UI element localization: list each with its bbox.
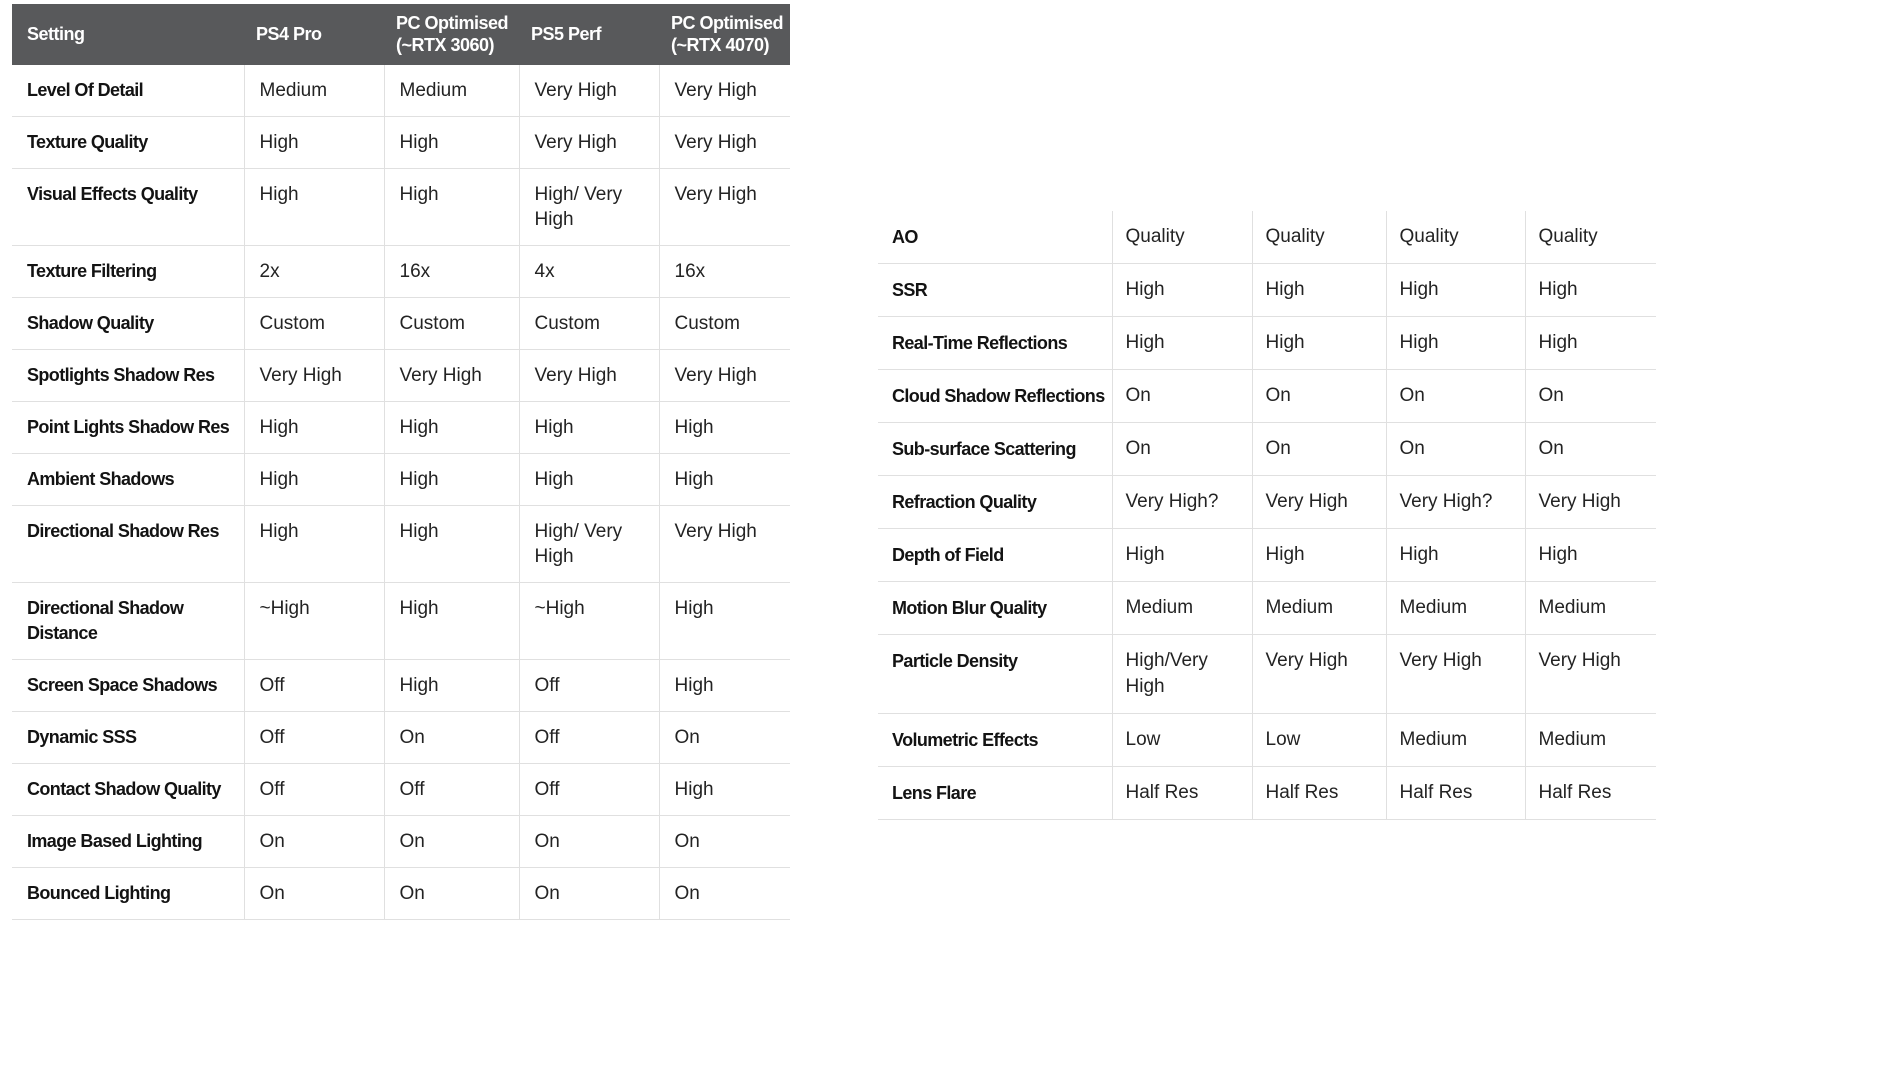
setting-value: Off [244,712,384,764]
setting-value: High [384,660,519,712]
header-row [12,4,790,65]
header-cell-ps5-perf: PS5 Perf [519,4,659,65]
setting-value: High [1525,264,1656,317]
setting-value: Very High [519,350,659,402]
setting-value: Off [244,764,384,816]
setting-value: Medium [244,65,384,117]
setting-value: High [384,402,519,454]
setting-value: High [384,506,519,583]
setting-value: 16x [659,246,790,298]
right-table-body [878,211,1656,820]
setting-value: On [659,868,790,920]
row-contact-shadow-quality [12,764,790,816]
setting-value: Medium [1112,582,1252,635]
setting-value: On [384,712,519,764]
setting-label: Point Lights Shadow Res [12,402,244,454]
setting-value: High [1112,529,1252,582]
header-cell-setting: Setting [12,4,244,65]
setting-value: Very High [1252,476,1386,529]
setting-value: Quality [1112,211,1252,264]
row-visual-effects-quality [12,169,790,246]
setting-value: High [659,454,790,506]
setting-value: Medium [1525,582,1656,635]
setting-value: Medium [1525,714,1656,767]
setting-value: High [244,402,384,454]
setting-value: Custom [384,298,519,350]
setting-value: Half Res [1112,767,1252,820]
setting-value: ~High [244,583,384,660]
setting-value: On [659,712,790,764]
setting-label: Contact Shadow Quality [12,764,244,816]
setting-label: Directional Shadow Distance [12,583,244,660]
row-shadow-quality [12,298,790,350]
left-table-body [12,65,790,920]
row-bounced-lighting [12,868,790,920]
setting-value: Very High [659,506,790,583]
row-real-time-reflections [878,317,1656,370]
setting-value: Medium [384,65,519,117]
setting-value: High [1112,264,1252,317]
row-directional-shadow-distance [12,583,790,660]
setting-value: High/ Very High [519,506,659,583]
setting-value: High [1525,529,1656,582]
row-spotlights-shadow-res [12,350,790,402]
setting-value: High [1386,529,1525,582]
setting-label: Sub-surface Scattering [878,423,1112,476]
setting-value: Off [384,764,519,816]
setting-value: Very High [519,117,659,169]
row-directional-shadow-res [12,506,790,583]
header-cell-pc-rtx4070: PC Optimised (~RTX 4070) [659,4,790,65]
row-screen-space-shadows [12,660,790,712]
graphics-settings-table-right [878,211,1656,820]
setting-value: Medium [1386,714,1525,767]
setting-label: SSR [878,264,1112,317]
row-ao [878,211,1656,264]
setting-value: High [244,454,384,506]
setting-value: On [1525,423,1656,476]
setting-label: Refraction Quality [878,476,1112,529]
setting-value: 2x [244,246,384,298]
row-depth-of-field [878,529,1656,582]
setting-label: Texture Quality [12,117,244,169]
setting-label: Ambient Shadows [12,454,244,506]
setting-label: Real-Time Reflections [878,317,1112,370]
setting-value: On [244,816,384,868]
setting-value: High [1525,317,1656,370]
settings-table-continued [878,211,1656,820]
setting-value: High [519,402,659,454]
setting-value: Custom [659,298,790,350]
settings-table [12,4,790,920]
setting-value: Very High? [1112,476,1252,529]
row-level-of-detail [12,65,790,117]
setting-label: Lens Flare [878,767,1112,820]
setting-value: On [1525,370,1656,423]
setting-value: Very High [659,65,790,117]
setting-value: 16x [384,246,519,298]
setting-value: High/Very High [1112,635,1252,714]
row-texture-quality [12,117,790,169]
setting-value: ~High [519,583,659,660]
setting-value: Half Res [1386,767,1525,820]
setting-value: On [1386,370,1525,423]
setting-value: On [244,868,384,920]
setting-value: High [244,169,384,246]
setting-value: Very High [659,350,790,402]
setting-label: Visual Effects Quality [12,169,244,246]
header-cell-pc-rtx3060: PC Optimised (~RTX 3060) [384,4,519,65]
setting-label: Particle Density [878,635,1112,714]
setting-value: Very High [244,350,384,402]
row-motion-blur-quality [878,582,1656,635]
setting-value: Custom [519,298,659,350]
setting-value: On [384,816,519,868]
setting-label: Spotlights Shadow Res [12,350,244,402]
header-cell-ps4-pro: PS4 Pro [244,4,384,65]
row-texture-filtering [12,246,790,298]
setting-value: High [384,169,519,246]
setting-label: AO [892,227,918,247]
setting-value: Very High [1525,476,1656,529]
setting-value: High [1252,264,1386,317]
setting-value: High/ Very High [519,169,659,246]
setting-value: High [659,660,790,712]
setting-value: 4x [519,246,659,298]
setting-value: High [1386,264,1525,317]
setting-value: Very High [659,169,790,246]
setting-label: Depth of Field [878,529,1112,582]
setting-value: Half Res [1252,767,1386,820]
setting-label: Screen Space Shadows [12,660,244,712]
setting-label: Directional Shadow Res [12,506,244,583]
setting-value: Very High [1386,635,1525,714]
row-particle-density [878,635,1656,714]
setting-value: Half Res [1525,767,1656,820]
setting-label: Cloud Shadow Reflections [878,370,1112,423]
setting-value: Very High [519,65,659,117]
setting-value: Very High [1525,635,1656,714]
setting-value: On [1112,370,1252,423]
row-lens-flare [878,767,1656,820]
setting-label: Level Of Detail [27,80,144,100]
row-sub-surface-scattering [878,423,1656,476]
setting-value: High [519,454,659,506]
setting-label: Texture Filtering [12,246,244,298]
setting-label: Image Based Lighting [12,816,244,868]
row-image-based-lighting [12,816,790,868]
setting-value: Off [519,764,659,816]
setting-value: Off [519,712,659,764]
setting-value: Very High [659,117,790,169]
setting-label: Dynamic SSS [12,712,244,764]
row-cloud-shadow-reflections [878,370,1656,423]
row-refraction-quality [878,476,1656,529]
row-dynamic-sss [12,712,790,764]
row-ambient-shadows [12,454,790,506]
setting-value: High [659,764,790,816]
table-header [12,4,790,65]
setting-value: Quality [1525,211,1656,264]
setting-value: On [1252,370,1386,423]
setting-label: Volumetric Effects [878,714,1112,767]
setting-value: On [1252,423,1386,476]
setting-value: High [659,402,790,454]
setting-value: High [1252,317,1386,370]
row-volumetric-effects [878,714,1656,767]
setting-value: On [384,868,519,920]
setting-value: Quality [1252,211,1386,264]
setting-value: High [384,454,519,506]
setting-value: Custom [244,298,384,350]
setting-value: On [659,816,790,868]
setting-value: Low [1252,714,1386,767]
setting-value: Quality [1386,211,1525,264]
setting-value: High [384,117,519,169]
setting-value: Low [1112,714,1252,767]
setting-value: Very High [384,350,519,402]
setting-label: Bounced Lighting [12,868,244,920]
graphics-settings-table-left [12,4,790,920]
setting-value: High [384,583,519,660]
setting-value: Off [244,660,384,712]
setting-value: Off [519,660,659,712]
row-point-lights-shadow-res [12,402,790,454]
setting-value: Very High [1252,635,1386,714]
setting-value: Medium [1252,582,1386,635]
setting-value: High [659,583,790,660]
setting-value: On [1386,423,1525,476]
setting-value: On [519,816,659,868]
setting-value: On [1112,423,1252,476]
setting-value: On [519,868,659,920]
setting-value: High [1112,317,1252,370]
setting-value: High [1252,529,1386,582]
setting-value: High [244,506,384,583]
setting-label: Motion Blur Quality [878,582,1112,635]
setting-value: Very High? [1386,476,1525,529]
setting-value: High [1386,317,1525,370]
setting-value: High [244,117,384,169]
setting-label: Shadow Quality [12,298,244,350]
setting-value: Medium [1386,582,1525,635]
row-ssr [878,264,1656,317]
